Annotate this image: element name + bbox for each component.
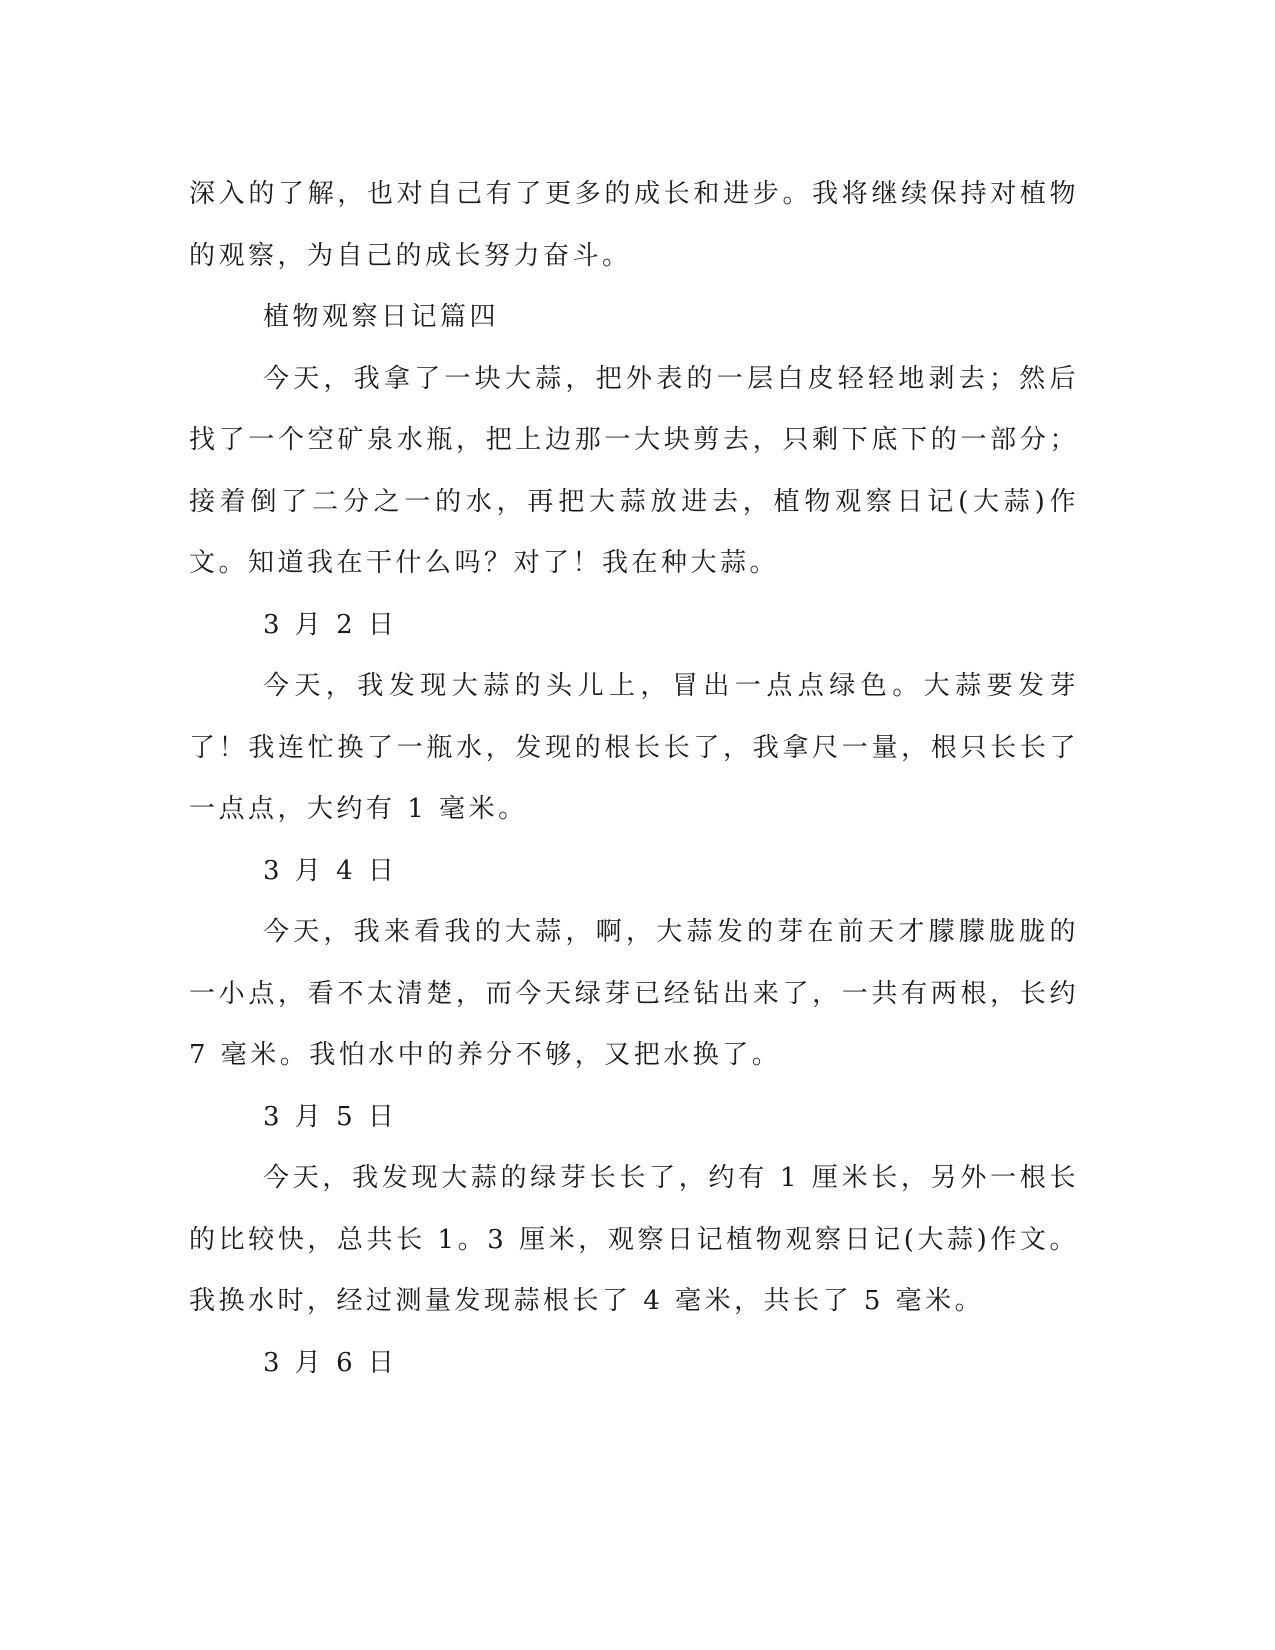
- diary-date: 3 月 5 日: [263, 1101, 398, 1132]
- paragraph-body: 今天，我来看我的大蒜，啊，大蒜发的芽在前天才朦朦胧胧的一小点，看不太清楚，而今天绿芽已经钻出来了，一共有两根，长约 7 毫米。我怕水中的养分不够，又把水换了。: [189, 917, 1079, 1070]
- paragraph-body: 今天，我发现大蒜的头儿上，冒出一点点绿色。大蒜要发芽了！我连忙换了一瓶水，发现的根长长了，我拿尺一量，根只长长了一点点，大约有 1 毫米。: [189, 671, 1079, 824]
- diary-date: 3 月 6 日: [263, 1347, 398, 1378]
- diary-date: 3 月 2 日: [263, 609, 398, 640]
- section-heading: 植物观察日记篇四: [263, 302, 500, 332]
- paragraph-body: 今天，我拿了一块大蒜，把外表的一层白皮轻轻地剥去；然后找了一个空矿泉水瓶，把上边那一大块剪去，只剩下底下的一部分；接着倒了二分之一的水，再把大蒜放进去，植物观察日记(大蒜)作文。知道我在干什么吗？对了！我在种大蒜。: [189, 363, 1079, 578]
- paragraph-continuation: 深入的了解，也对自己有了更多的成长和进步。我将继续保持对植物的观察，为自己的成长努力奋斗。: [189, 179, 1079, 271]
- diary-date: 3 月 4 日: [263, 855, 398, 886]
- paragraph-body: 今天，我发现大蒜的绿芽长长了，约有 1 厘米长，另外一根长的比较快，总共长 1。3 厘米，观察日记植物观察日记(大蒜)作文。我换水时，经过测量发现蒜根长了 4 毫米，共长了 5 毫米。: [189, 1163, 1079, 1316]
- document-body: [189, 164, 1079, 1394]
